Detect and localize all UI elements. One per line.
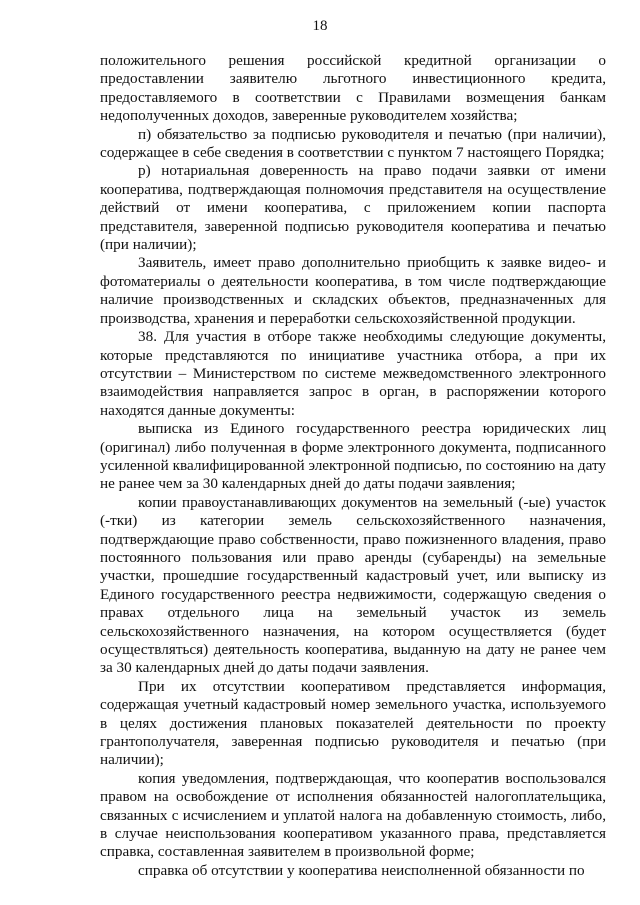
page-number: 18: [312, 18, 328, 34]
paragraph-vat-notice: копия уведомления, подтверждающая, что кооператив воспользовался правом на освобождение от исполнения обязанностей налогоплательщика, связанных с исчислением и уплатой налога на добавленную стоимость, либо, в случае неиспользования кооперативом указанного права, представляется справка, составленная заявителем в произвольной форме;: [100, 769, 606, 861]
paragraph-item-p: п) обязательство за подписью руководителя и печатью (при наличии), содержащее в себе сведения в соответствии с пунктом 7 настоящего Порядка;: [100, 125, 606, 162]
paragraph-item-r: р) нотариальная доверенность на право подачи заявки от имени кооператива, подтверждающая полномочия представителя на осуществление действий от имени кооператива, с приложением копии паспорта представителя, заверенной подписью руководителя кооператива и печатью (при наличии);: [100, 162, 606, 254]
paragraph-cadastral-info: При их отсутствии кооперативом представляется информация, содержащая учетный кадастровый номер земельного участка, используемого в целях достижения плановых показателей деятельности по проекту грантополучателя, заверенная подписью руководителя и печатью (при наличии);: [100, 677, 606, 769]
paragraph-egrul-extract: выписка из Единого государственного реестра юридических лиц (оригинал) либо полученная в форме электронного документа, подписанного усиленной квалифицированной электронной подписью, по состоянию на дату не ранее чем за 30 календарных дней до даты подачи заявления;: [100, 420, 606, 493]
paragraph-applicant-right: Заявитель, имеет право дополнительно приобщить к заявке видео- и фотоматериалы о деятельности кооператива, в том числе подтверждающие наличие производственных и складских объектов, предназначенных для производства, хранения и переработки сельскохозяйственной продукции.: [100, 254, 606, 327]
body-text: [100, 52, 606, 880]
paragraph-obligation-certificate: справка об отсутствии у кооператива неисполненной обязанности по: [138, 861, 585, 879]
paragraph-continuation: положительного решения российской кредитной организации о предоставлении заявителю льготного инвестиционного кредита, предоставляемого в соответствии с Правилами возмещения банкам недополученных доходов, заверенные руководителем хозяйства;: [100, 52, 606, 125]
paragraph-land-documents: копии правоустанавливающих документов на земельный (-ые) участок (-тки) из категории земель сельскохозяйственного назначения, подтверждающие право собственности, право пожизненного владения, право постоянного пользования или право аренды (субаренды) на земельные участки, прошедшие государственный кадастровый учет, или выписку из Единого государственного реестра недвижимости, содержащую сведения о правах отдельного лица на земельный участок из земель сельскохозяйственного назначения, на котором осуществляется (будет осуществляться) деятельность кооператива, выданную на дату не ранее чем за 30 календарных дней до даты подачи заявления.: [100, 493, 606, 677]
paragraph-section-38: 38. Для участия в отборе также необходимы следующие документы, которые представляются по инициативе участника отбора, а при их отсутствии – Министерством по системе межведомственного электронного взаимодействия направляется запрос в орган, в распоряжении которого находятся данные документы:: [100, 328, 606, 419]
